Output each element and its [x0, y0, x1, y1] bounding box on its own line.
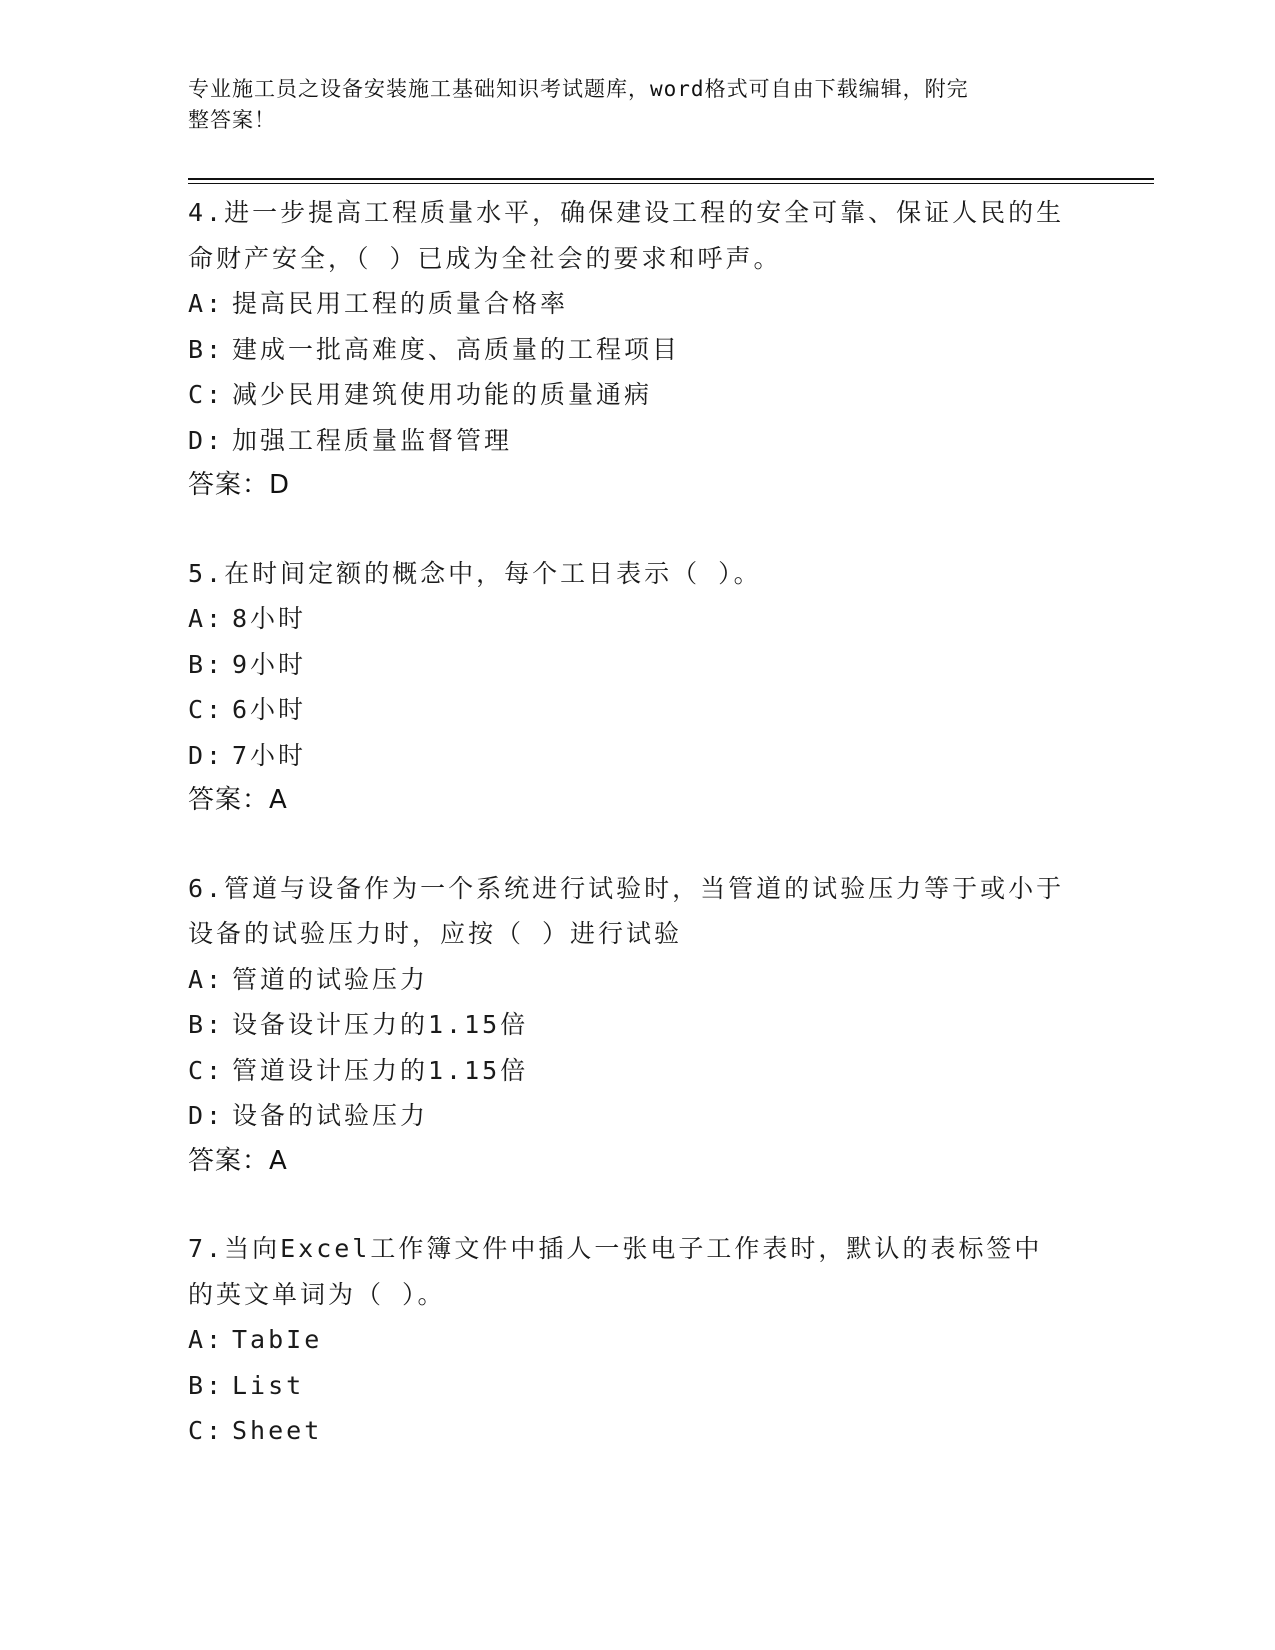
option-key: B: [188, 649, 225, 679]
document-header [188, 74, 1068, 136]
option-text: List [232, 1370, 305, 1400]
question-item [188, 1226, 1068, 1454]
option-text: 设备设计压力的1.15倍 [232, 1010, 529, 1039]
question-option [188, 418, 1068, 464]
option-text: 管道设计压力的1.15倍 [232, 1055, 529, 1085]
header-divider-thin [188, 183, 1154, 184]
option-key: C: [188, 1055, 225, 1085]
option-key: A: [188, 289, 225, 318]
header-line-2: 整答案！ [188, 108, 276, 132]
question-stem: 7.当向Excel工作簿文件中插人一张电子工作表时，默认的表标签中的英文单词为（ ）。 [188, 1234, 1043, 1309]
option-text: 9小时 [232, 649, 307, 679]
option-text: 8小时 [232, 604, 307, 633]
option-key: A: [188, 604, 225, 633]
question-option [188, 281, 1068, 327]
option-text: 加强工程质量监督管理 [232, 425, 513, 455]
option-text: 提高民用工程的质量合格率 [232, 289, 569, 318]
option-text: 6小时 [232, 695, 307, 724]
option-text: TabIe [232, 1325, 323, 1354]
header-line-1: 专业施工员之设备安装施工基础知识考试题库，word格式可自由下载编辑，附完 [188, 77, 969, 101]
option-key: D: [188, 1101, 225, 1130]
option-key: C: [188, 380, 225, 409]
question-item [188, 190, 1068, 509]
question-stem: 5.在时间定额的概念中，每个工日表示（ ）。 [188, 558, 762, 588]
option-key: D: [188, 425, 225, 455]
option-text: 7小时 [232, 740, 307, 770]
option-key: C: [188, 1416, 225, 1445]
option-text: Sheet [232, 1416, 323, 1445]
question-option [188, 1048, 1068, 1094]
question-option [188, 1002, 1068, 1048]
question-answer: 答案：A [188, 1145, 288, 1176]
question-option [188, 733, 1068, 779]
option-key: A: [188, 1325, 225, 1354]
question-answer: 答案：A [188, 785, 288, 815]
question-answer: 答案：D [188, 470, 291, 500]
option-key: B: [188, 1370, 225, 1400]
question-list [188, 190, 1068, 1496]
option-text: 减少民用建筑使用功能的质量通病 [232, 380, 653, 409]
option-text: 管道的试验压力 [232, 964, 429, 994]
question-item [188, 866, 1068, 1185]
question-option [188, 642, 1068, 688]
option-key: C: [188, 695, 225, 724]
question-option [188, 327, 1068, 373]
question-option [188, 1408, 1068, 1454]
question-option [188, 372, 1068, 418]
option-key: A: [188, 964, 225, 994]
question-option [188, 957, 1068, 1003]
question-option [188, 687, 1068, 733]
question-option [188, 1317, 1068, 1363]
question-stem: 4.进一步提高工程质量水平，确保建设工程的安全可靠、保证人民的生命财产安全，（ ）已成为全社会的要求和呼声。 [188, 198, 1065, 273]
header-divider-thick [188, 178, 1154, 180]
question-stem: 6.管道与设备作为一个系统进行试验时，当管道的试验压力等于或小于设备的试验压力时，应按（ ）进行试验 [188, 873, 1065, 948]
question-option [188, 1363, 1068, 1409]
question-option [188, 1093, 1068, 1139]
option-key: B: [188, 334, 225, 364]
option-key: B: [188, 1010, 225, 1039]
option-text: 设备的试验压力 [232, 1101, 429, 1130]
question-option [188, 596, 1068, 642]
option-key: D: [188, 740, 225, 770]
option-text: 建成一批高难度、高质量的工程项目 [232, 334, 681, 364]
question-item [188, 551, 1068, 824]
